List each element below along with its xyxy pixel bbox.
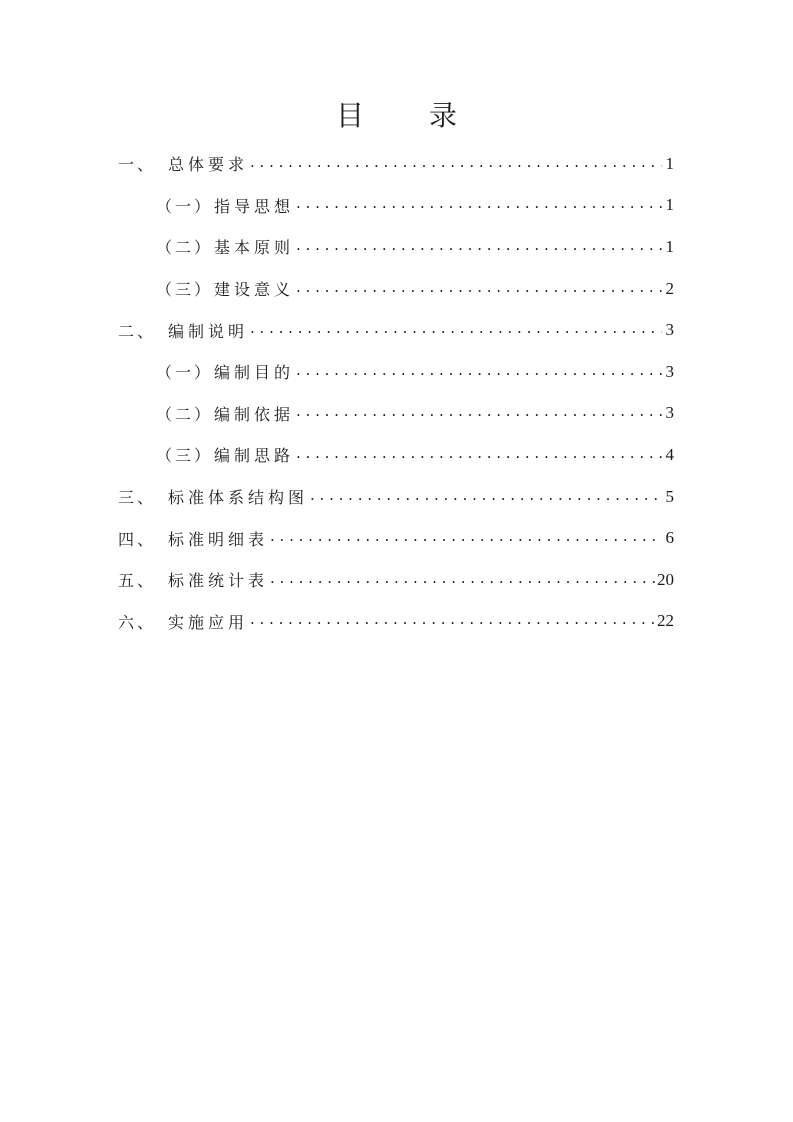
toc-entry-number: （三） [156, 446, 214, 466]
toc-entry-number: 二、 [118, 321, 157, 341]
toc-leader-dots [296, 405, 662, 421]
toc-entry[interactable] [118, 226, 674, 268]
toc-entry-number: （三） [156, 280, 214, 300]
toc-entry-page: 1 [665, 195, 674, 215]
toc-entry-number: 五、 [118, 571, 157, 591]
toc-entry-label: 基本原则 [214, 238, 295, 258]
toc-entry-page: 2 [665, 278, 674, 298]
toc-entry-label: 编制说明 [168, 321, 249, 341]
toc-leader-dots [270, 530, 662, 546]
table-of-contents [118, 143, 674, 642]
toc-leader-dots [250, 613, 655, 629]
toc-entry-page: 3 [665, 320, 674, 340]
toc-leader-dots [250, 156, 662, 172]
toc-entry-label: 总体要求 [168, 155, 249, 175]
toc-leader-dots [270, 572, 655, 588]
toc-leader-dots [296, 197, 662, 213]
toc-entry[interactable] [118, 476, 674, 518]
toc-entry[interactable] [118, 517, 674, 559]
page-title: 目 录 [336, 99, 485, 132]
toc-entry-label: 实施应用 [168, 612, 249, 632]
toc-entry-page: 1 [665, 236, 674, 256]
toc-entry-page: 20 [657, 569, 674, 589]
toc-entry-number: 四、 [118, 529, 157, 549]
toc-entry-page: 22 [657, 611, 674, 631]
toc-entry-label: 标准体系结构图 [168, 488, 309, 508]
toc-entry-number: 一、 [118, 155, 157, 175]
toc-entry-label: 编制思路 [214, 446, 295, 466]
toc-leader-dots [296, 281, 662, 297]
toc-entry-number: （二） [156, 404, 214, 424]
toc-entry-label: 编制目的 [214, 363, 295, 383]
toc-entry-page: 3 [665, 361, 674, 381]
toc-entry[interactable] [118, 268, 674, 310]
toc-leader-dots [310, 489, 662, 505]
toc-leader-dots [250, 322, 662, 338]
toc-entry-label: 标准明细表 [168, 529, 269, 549]
toc-entry-page: 4 [665, 444, 674, 464]
toc-entry-number: （一） [156, 363, 214, 383]
toc-entry-page: 3 [665, 403, 674, 423]
toc-entry-page: 6 [665, 528, 674, 548]
toc-entry-number: （一） [156, 196, 214, 216]
toc-entry[interactable] [118, 185, 674, 227]
toc-entry[interactable] [118, 309, 674, 351]
toc-entry[interactable] [118, 143, 674, 185]
toc-entry[interactable] [118, 559, 674, 601]
toc-entry-page: 1 [665, 153, 674, 173]
toc-entry[interactable] [118, 351, 674, 393]
toc-leader-dots [296, 364, 662, 380]
toc-entry-number: （二） [156, 238, 214, 258]
toc-entry-label: 指导思想 [214, 196, 295, 216]
toc-entry[interactable] [118, 434, 674, 476]
toc-entry-label: 编制依据 [214, 404, 295, 424]
toc-entry-number: 三、 [118, 488, 157, 508]
toc-entry-page: 5 [665, 486, 674, 506]
toc-leader-dots [296, 447, 662, 463]
toc-entry-label: 建设意义 [214, 280, 295, 300]
toc-entry-label: 标准统计表 [168, 571, 269, 591]
toc-leader-dots [296, 239, 662, 255]
toc-entry[interactable] [118, 393, 674, 435]
toc-entry-number: 六、 [118, 612, 157, 632]
toc-entry[interactable] [118, 601, 674, 643]
